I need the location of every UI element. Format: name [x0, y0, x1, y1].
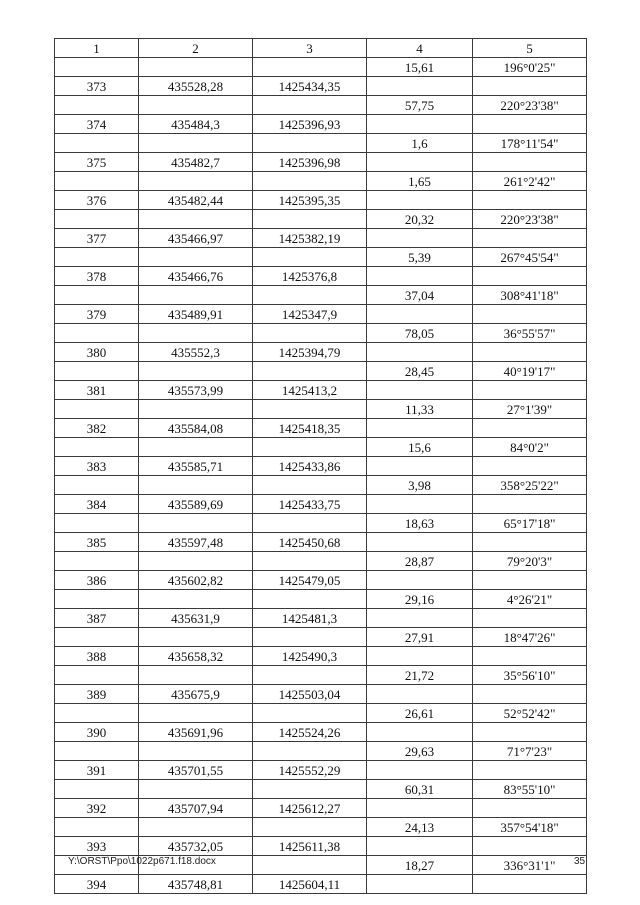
- table-row: [55, 400, 587, 419]
- cell-bearing: [473, 457, 587, 476]
- cell-bearing: [473, 571, 587, 590]
- cell-x-coordinate: [139, 666, 253, 685]
- cell-bearing: 36°55'57": [473, 324, 587, 343]
- cell-distance: [367, 799, 473, 818]
- cell-distance: 15,6: [367, 438, 473, 457]
- cell-point-number: 385: [55, 533, 139, 552]
- cell-point-number: 390: [55, 723, 139, 742]
- cell-point-number: 373: [55, 77, 139, 96]
- cell-distance: [367, 647, 473, 666]
- cell-bearing: [473, 381, 587, 400]
- table-row: [55, 590, 587, 609]
- table-row: [55, 875, 587, 894]
- cell-bearing: [473, 609, 587, 628]
- cell-x-coordinate: [139, 362, 253, 381]
- cell-point-number: 374: [55, 115, 139, 134]
- cell-distance: 20,32: [367, 210, 473, 229]
- cell-y-coordinate: 1425418,35: [253, 419, 367, 438]
- cell-bearing: [473, 495, 587, 514]
- table-row: [55, 248, 587, 267]
- table-row: [55, 343, 587, 362]
- cell-bearing: [473, 419, 587, 438]
- cell-y-coordinate: 1425396,93: [253, 115, 367, 134]
- header-cell-2: 2: [139, 39, 253, 58]
- table-row: [55, 305, 587, 324]
- table-row: [55, 571, 587, 590]
- cell-x-coordinate: [139, 134, 253, 153]
- cell-distance: [367, 153, 473, 172]
- cell-y-coordinate: 1425479,05: [253, 571, 367, 590]
- table-row: [55, 324, 587, 343]
- cell-y-coordinate: 1425524,26: [253, 723, 367, 742]
- cell-y-coordinate: [253, 514, 367, 533]
- cell-distance: [367, 533, 473, 552]
- cell-bearing: [473, 305, 587, 324]
- cell-point-number: 388: [55, 647, 139, 666]
- cell-bearing: [473, 837, 587, 856]
- cell-distance: [367, 191, 473, 210]
- cell-y-coordinate: 1425490,3: [253, 647, 367, 666]
- cell-point-number: [55, 400, 139, 419]
- table-row: [55, 438, 587, 457]
- cell-distance: [367, 419, 473, 438]
- cell-point-number: [55, 324, 139, 343]
- cell-point-number: [55, 666, 139, 685]
- cell-x-coordinate: 435528,28: [139, 77, 253, 96]
- cell-point-number: [55, 780, 139, 799]
- footer-page-number: 35: [574, 856, 586, 867]
- cell-distance: [367, 837, 473, 856]
- cell-distance: 78,05: [367, 324, 473, 343]
- cell-y-coordinate: 1425433,75: [253, 495, 367, 514]
- cell-x-coordinate: 435466,97: [139, 229, 253, 248]
- coordinates-table: [54, 38, 587, 894]
- cell-bearing: [473, 191, 587, 210]
- cell-point-number: [55, 248, 139, 267]
- cell-y-coordinate: [253, 172, 367, 191]
- table-row: [55, 495, 587, 514]
- cell-y-coordinate: [253, 628, 367, 647]
- cell-bearing: 358°25'22": [473, 476, 587, 495]
- cell-point-number: 377: [55, 229, 139, 248]
- cell-y-coordinate: 1425434,35: [253, 77, 367, 96]
- cell-distance: 11,33: [367, 400, 473, 419]
- cell-bearing: [473, 229, 587, 248]
- cell-bearing: [473, 343, 587, 362]
- cell-bearing: 178°11'54": [473, 134, 587, 153]
- table-row: [55, 210, 587, 229]
- cell-bearing: 220°23'38": [473, 210, 587, 229]
- cell-point-number: [55, 134, 139, 153]
- cell-distance: 29,16: [367, 590, 473, 609]
- cell-bearing: 196°0'25": [473, 58, 587, 77]
- cell-y-coordinate: [253, 134, 367, 153]
- cell-distance: 57,75: [367, 96, 473, 115]
- cell-point-number: [55, 58, 139, 77]
- table-row: [55, 172, 587, 191]
- cell-x-coordinate: 435552,3: [139, 343, 253, 362]
- cell-y-coordinate: [253, 856, 367, 875]
- cell-distance: 1,65: [367, 172, 473, 191]
- cell-distance: 3,98: [367, 476, 473, 495]
- table-row: [55, 134, 587, 153]
- cell-point-number: 386: [55, 571, 139, 590]
- cell-distance: 5,39: [367, 248, 473, 267]
- cell-bearing: 4°26'21": [473, 590, 587, 609]
- cell-point-number: [55, 552, 139, 571]
- cell-bearing: [473, 267, 587, 286]
- cell-x-coordinate: 435602,82: [139, 571, 253, 590]
- cell-distance: 26,61: [367, 704, 473, 723]
- cell-y-coordinate: [253, 324, 367, 343]
- cell-y-coordinate: 1425450,68: [253, 533, 367, 552]
- table-row: [55, 96, 587, 115]
- cell-y-coordinate: [253, 476, 367, 495]
- cell-y-coordinate: 1425395,35: [253, 191, 367, 210]
- cell-y-coordinate: 1425611,38: [253, 837, 367, 856]
- table-row: [55, 153, 587, 172]
- cell-distance: 27,91: [367, 628, 473, 647]
- cell-x-coordinate: [139, 628, 253, 647]
- cell-point-number: 379: [55, 305, 139, 324]
- cell-point-number: [55, 590, 139, 609]
- cell-x-coordinate: 435597,48: [139, 533, 253, 552]
- cell-y-coordinate: 1425347,9: [253, 305, 367, 324]
- cell-distance: [367, 609, 473, 628]
- cell-y-coordinate: 1425612,27: [253, 799, 367, 818]
- cell-distance: 28,45: [367, 362, 473, 381]
- cell-y-coordinate: [253, 248, 367, 267]
- cell-bearing: 27°1'39": [473, 400, 587, 419]
- cell-point-number: 393: [55, 837, 139, 856]
- cell-y-coordinate: [253, 400, 367, 419]
- cell-distance: [367, 571, 473, 590]
- header-cell-3: 3: [253, 39, 367, 58]
- cell-distance: 37,04: [367, 286, 473, 305]
- cell-x-coordinate: 435584,08: [139, 419, 253, 438]
- cell-point-number: [55, 704, 139, 723]
- cell-point-number: [55, 628, 139, 647]
- table-body: [55, 58, 587, 894]
- table-row: [55, 780, 587, 799]
- cell-bearing: [473, 153, 587, 172]
- cell-x-coordinate: 435573,99: [139, 381, 253, 400]
- cell-bearing: [473, 533, 587, 552]
- cell-point-number: [55, 438, 139, 457]
- cell-point-number: 375: [55, 153, 139, 172]
- cell-x-coordinate: [139, 400, 253, 419]
- cell-x-coordinate: 435484,3: [139, 115, 253, 134]
- cell-distance: [367, 495, 473, 514]
- cell-point-number: 394: [55, 875, 139, 894]
- table-row: [55, 552, 587, 571]
- cell-bearing: 71°7'23": [473, 742, 587, 761]
- cell-point-number: [55, 514, 139, 533]
- cell-x-coordinate: [139, 552, 253, 571]
- table-row: [55, 419, 587, 438]
- cell-x-coordinate: [139, 780, 253, 799]
- cell-distance: [367, 343, 473, 362]
- cell-x-coordinate: 435482,44: [139, 191, 253, 210]
- cell-y-coordinate: 1425481,3: [253, 609, 367, 628]
- header-cell-4: 4: [367, 39, 473, 58]
- cell-point-number: 389: [55, 685, 139, 704]
- cell-y-coordinate: 1425503,04: [253, 685, 367, 704]
- table-row: [55, 362, 587, 381]
- table-row: [55, 742, 587, 761]
- cell-distance: 15,61: [367, 58, 473, 77]
- cell-x-coordinate: [139, 58, 253, 77]
- table-row: [55, 628, 587, 647]
- cell-distance: 28,87: [367, 552, 473, 571]
- cell-x-coordinate: 435675,9: [139, 685, 253, 704]
- table-row: [55, 77, 587, 96]
- cell-distance: 18,63: [367, 514, 473, 533]
- cell-point-number: [55, 96, 139, 115]
- cell-point-number: [55, 742, 139, 761]
- cell-x-coordinate: [139, 742, 253, 761]
- cell-y-coordinate: 1425413,2: [253, 381, 367, 400]
- cell-y-coordinate: 1425433,86: [253, 457, 367, 476]
- cell-bearing: [473, 77, 587, 96]
- cell-distance: 60,31: [367, 780, 473, 799]
- footer-file-path: Y:\ORST\Ppo\1022p671.f18.docx: [68, 856, 216, 867]
- cell-y-coordinate: [253, 58, 367, 77]
- cell-x-coordinate: 435589,69: [139, 495, 253, 514]
- table-row: [55, 761, 587, 780]
- cell-bearing: [473, 647, 587, 666]
- cell-x-coordinate: 435489,91: [139, 305, 253, 324]
- cell-x-coordinate: [139, 476, 253, 495]
- cell-x-coordinate: [139, 438, 253, 457]
- cell-y-coordinate: [253, 552, 367, 571]
- cell-x-coordinate: 435585,71: [139, 457, 253, 476]
- table-row: [55, 533, 587, 552]
- table-row: [55, 685, 587, 704]
- table-row: [55, 647, 587, 666]
- cell-distance: [367, 77, 473, 96]
- table-row: [55, 267, 587, 286]
- cell-x-coordinate: 435691,96: [139, 723, 253, 742]
- cell-bearing: 79°20'3": [473, 552, 587, 571]
- cell-bearing: 65°17'18": [473, 514, 587, 533]
- cell-bearing: [473, 799, 587, 818]
- cell-x-coordinate: 435631,9: [139, 609, 253, 628]
- cell-distance: [367, 457, 473, 476]
- table-row: [55, 818, 587, 837]
- cell-x-coordinate: [139, 96, 253, 115]
- cell-x-coordinate: [139, 818, 253, 837]
- cell-y-coordinate: [253, 286, 367, 305]
- cell-point-number: 391: [55, 761, 139, 780]
- cell-bearing: 267°45'54": [473, 248, 587, 267]
- cell-x-coordinate: [139, 590, 253, 609]
- cell-bearing: [473, 723, 587, 742]
- table-row: [55, 476, 587, 495]
- cell-point-number: [55, 818, 139, 837]
- cell-distance: 29,63: [367, 742, 473, 761]
- cell-bearing: [473, 761, 587, 780]
- table-row: [55, 381, 587, 400]
- cell-y-coordinate: [253, 590, 367, 609]
- cell-bearing: [473, 115, 587, 134]
- cell-x-coordinate: 435701,55: [139, 761, 253, 780]
- cell-bearing: 84°0'2": [473, 438, 587, 457]
- cell-point-number: 392: [55, 799, 139, 818]
- cell-point-number: 384: [55, 495, 139, 514]
- table-row: [55, 704, 587, 723]
- cell-y-coordinate: [253, 96, 367, 115]
- cell-distance: [367, 685, 473, 704]
- cell-x-coordinate: 435466,76: [139, 267, 253, 286]
- table-header-row: [55, 39, 587, 58]
- cell-y-coordinate: [253, 704, 367, 723]
- cell-x-coordinate: [139, 210, 253, 229]
- cell-point-number: 380: [55, 343, 139, 362]
- cell-point-number: [55, 476, 139, 495]
- cell-x-coordinate: [139, 514, 253, 533]
- cell-bearing: 52°52'42": [473, 704, 587, 723]
- table-row: [55, 229, 587, 248]
- cell-y-coordinate: 1425382,19: [253, 229, 367, 248]
- table-row: [55, 286, 587, 305]
- cell-y-coordinate: [253, 362, 367, 381]
- cell-x-coordinate: [139, 286, 253, 305]
- cell-y-coordinate: [253, 438, 367, 457]
- cell-distance: [367, 115, 473, 134]
- table-row: [55, 609, 587, 628]
- cell-distance: [367, 381, 473, 400]
- cell-point-number: 382: [55, 419, 139, 438]
- cell-distance: [367, 267, 473, 286]
- table-row: [55, 799, 587, 818]
- cell-y-coordinate: [253, 818, 367, 837]
- cell-y-coordinate: [253, 742, 367, 761]
- header-cell-1: 1: [55, 39, 139, 58]
- table-row: [55, 514, 587, 533]
- cell-y-coordinate: [253, 666, 367, 685]
- cell-x-coordinate: 435748,81: [139, 875, 253, 894]
- cell-x-coordinate: 435707,94: [139, 799, 253, 818]
- cell-bearing: [473, 875, 587, 894]
- cell-bearing: 18°47'26": [473, 628, 587, 647]
- cell-distance: 1,6: [367, 134, 473, 153]
- cell-distance: 21,72: [367, 666, 473, 685]
- cell-point-number: 383: [55, 457, 139, 476]
- cell-distance: [367, 875, 473, 894]
- cell-bearing: 336°31'1": [473, 856, 587, 875]
- cell-y-coordinate: 1425376,8: [253, 267, 367, 286]
- cell-y-coordinate: [253, 210, 367, 229]
- table-row: [55, 666, 587, 685]
- cell-distance: [367, 723, 473, 742]
- table-row: [55, 457, 587, 476]
- cell-x-coordinate: 435482,7: [139, 153, 253, 172]
- cell-point-number: [55, 362, 139, 381]
- cell-distance: 18,27: [367, 856, 473, 875]
- cell-x-coordinate: [139, 248, 253, 267]
- cell-x-coordinate: [139, 704, 253, 723]
- cell-x-coordinate: [139, 324, 253, 343]
- cell-y-coordinate: [253, 780, 367, 799]
- cell-y-coordinate: 1425552,29: [253, 761, 367, 780]
- table-row: [55, 115, 587, 134]
- header-cell-5: 5: [473, 39, 587, 58]
- cell-distance: [367, 229, 473, 248]
- table-row: [55, 58, 587, 77]
- cell-bearing: 261°2'42": [473, 172, 587, 191]
- cell-x-coordinate: [139, 172, 253, 191]
- cell-bearing: 357°54'18": [473, 818, 587, 837]
- cell-y-coordinate: 1425396,98: [253, 153, 367, 172]
- cell-point-number: 381: [55, 381, 139, 400]
- cell-point-number: [55, 210, 139, 229]
- cell-y-coordinate: 1425604,11: [253, 875, 367, 894]
- cell-point-number: 387: [55, 609, 139, 628]
- cell-x-coordinate: 435732,05: [139, 837, 253, 856]
- cell-distance: [367, 305, 473, 324]
- cell-bearing: 220°23'38": [473, 96, 587, 115]
- cell-bearing: 35°56'10": [473, 666, 587, 685]
- cell-distance: 24,13: [367, 818, 473, 837]
- cell-point-number: 378: [55, 267, 139, 286]
- table-row: [55, 837, 587, 856]
- cell-bearing: 40°19'17": [473, 362, 587, 381]
- table-row: [55, 191, 587, 210]
- cell-x-coordinate: 435658,32: [139, 647, 253, 666]
- cell-y-coordinate: 1425394,79: [253, 343, 367, 362]
- table-row: [55, 723, 587, 742]
- cell-point-number: [55, 172, 139, 191]
- cell-bearing: 83°55'10": [473, 780, 587, 799]
- cell-point-number: [55, 286, 139, 305]
- cell-bearing: [473, 685, 587, 704]
- cell-distance: [367, 761, 473, 780]
- cell-bearing: 308°41'18": [473, 286, 587, 305]
- cell-point-number: 376: [55, 191, 139, 210]
